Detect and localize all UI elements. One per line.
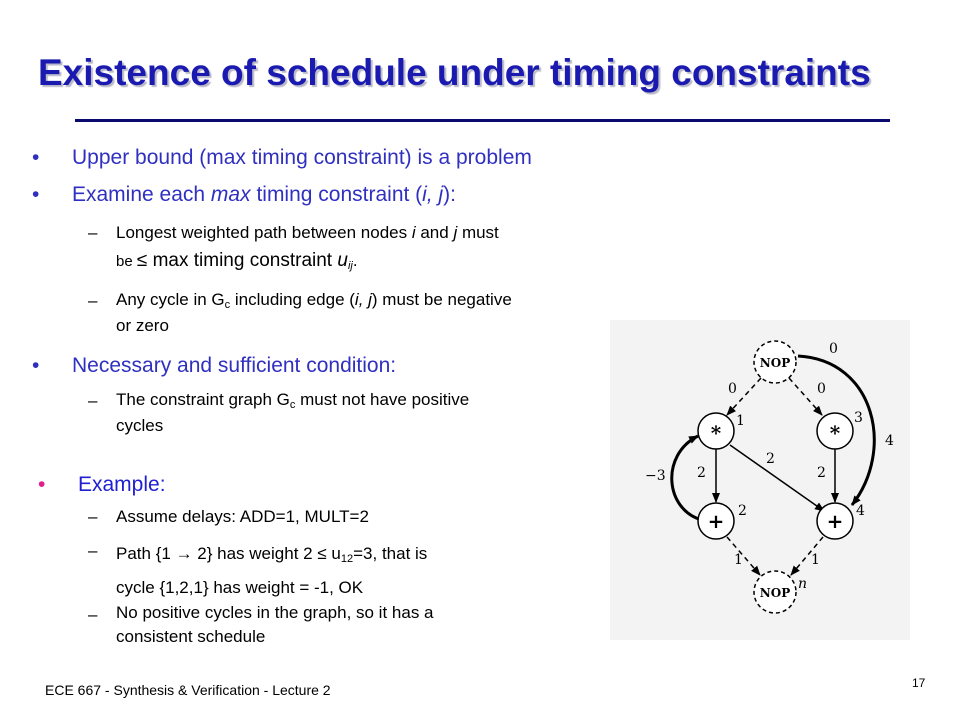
title-underline [75, 119, 890, 122]
sub-bullet-dash: – [88, 541, 98, 560]
node-nop-top-label: NOP [759, 356, 791, 370]
sub-bullet-dash: – [88, 291, 98, 310]
sub-bullet-text: Path {1 → 2} has weight $2 \le u_{12}=3$, that is cycle {1,2,1} has weight = -1, OK [116, 544, 428, 597]
node-id-3: 3 [854, 410, 863, 426]
sub-bullet-text: Any cycle in $G_c$ including edge (i, j) must be negative or zero [116, 290, 512, 335]
bullet-text: Examine each max timing constraint (i, j): [72, 183, 456, 206]
bullet-dot: • [32, 146, 40, 169]
sub-bullet-dash: – [88, 223, 98, 242]
node-id-n: n [798, 576, 808, 592]
node-id-4: 4 [856, 503, 865, 519]
page-number: 17 [912, 676, 926, 690]
edge-label-m3-a4: 2 [817, 465, 826, 481]
sub-bullet-dash: – [88, 507, 98, 526]
edge-label-a4-bot: 1 [811, 552, 820, 568]
footer-course: ECE 667 - Synthesis & Verification - Lecture 2 [45, 682, 331, 698]
node-add4-label: + [826, 509, 844, 533]
edge-label-arc-right: 4 [885, 433, 894, 449]
sub-bullet-text: The constraint graph $G_c$ must not have positive cycles [116, 390, 470, 435]
node-add2-label: + [707, 509, 725, 533]
node-mult3-label: * [829, 421, 841, 445]
edge-label-m1-a4: 2 [766, 451, 775, 467]
node-nop-bottom-label: NOP [759, 586, 791, 600]
edge-label-top-left: 0 [728, 381, 737, 397]
node-id-1: 1 [736, 413, 745, 429]
sub-bullet-text: No positive cycles in the graph, so it has a consistent schedule [116, 603, 434, 646]
sub-bullet-dash: – [88, 391, 98, 410]
bullet-text: Example: [78, 473, 166, 496]
arrow-icon: → [175, 544, 193, 563]
node-id-2: 2 [738, 503, 747, 519]
bullet-dot: • [32, 183, 40, 206]
bullet-dot: • [32, 354, 40, 377]
edge-label-m1-a2: 2 [697, 465, 706, 481]
bullet-dot: • [38, 473, 46, 496]
node-mult1-label: * [710, 421, 722, 445]
edge-label-top-arc: 0 [829, 341, 838, 357]
edge-label-top-right: 0 [817, 381, 826, 397]
edge-label-back: −3 [645, 468, 666, 484]
constraint-graph-figure [610, 320, 910, 640]
bullet-text: Upper bound (max timing constraint) is a problem [72, 146, 532, 169]
slide-title: Existence of schedule under timing constraints [38, 52, 871, 93]
bullet-text: Necessary and sufficient condition: [72, 354, 397, 377]
sub-bullet-text: Assume delays: ADD=1, MULT=2 [116, 507, 369, 526]
sub-bullet-dash: – [88, 605, 98, 624]
sub-bullet-text: Longest weighted path between nodes i and j must be ≤ max timing constraint $u_{ij}$. [116, 223, 499, 272]
edge-label-a2-bot: 1 [734, 552, 743, 568]
